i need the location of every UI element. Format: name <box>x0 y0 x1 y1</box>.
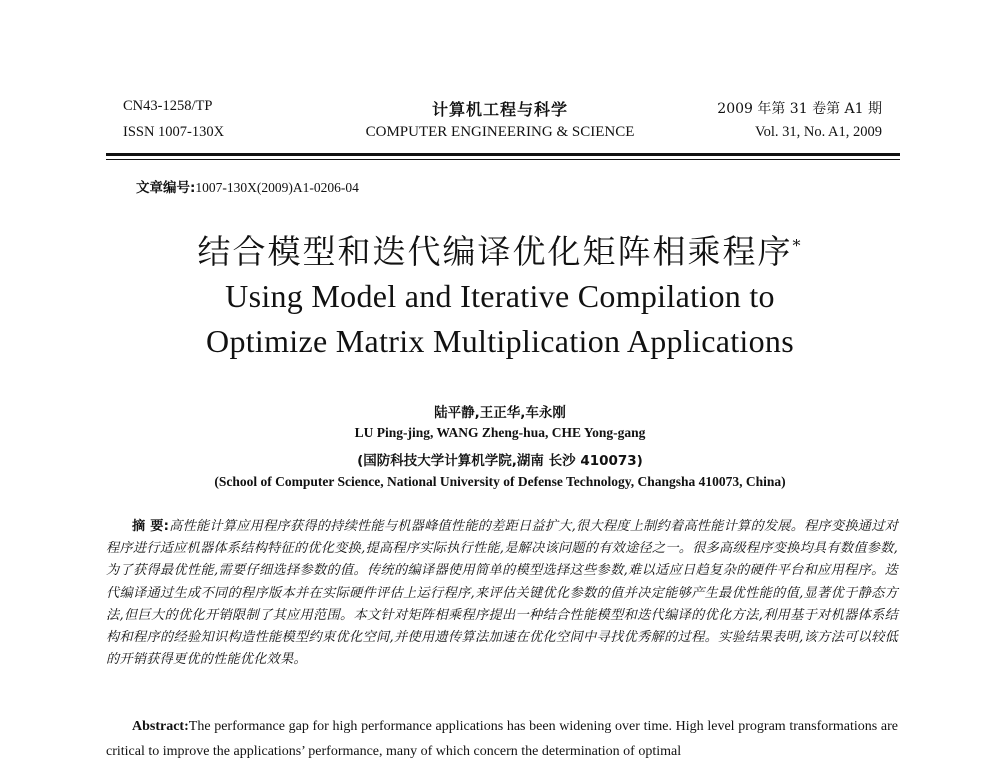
article-number <box>136 176 359 196</box>
title-footnote-mark: * <box>792 236 803 255</box>
issue-cn: 2009 年第 31 卷第 A1 期 <box>717 101 882 117</box>
title-en-line1: Using Model and Iterative Compilation to <box>225 278 775 314</box>
issue-en: Vol. 31, No. A1, 2009 <box>754 124 882 140</box>
abstract-cn-text: 高性能计算应用程序获得的持续性能与机器峰值性能的差距日益扩大,很大程度上制约着高性能计算的发展。程序变换通过对程序进行适应机器体系结构特征的优化变换,提高程序实际执行性能,是解决该问题的有效途径之一。很多高级程序变换均具有数值参数,为了获得最优性能,需要仔细选择参数的值。传统的编译器使用简单的模型选择这些参数,难以适应日趋复杂的硬件平台和应用程序。迭代编译通过生成不同的程序版本并在实际硬件评估上运行程序,来评估关键优化参数的值并决定能够产生最优性能的值,显著优于静态方法,但巨大的优化开销限制了其应用范围。本文针对矩阵相乘程序提出一种结合性能模型和迭代编译的优化方法,利用基于对机器体系结构和程序的经验知识构造性能模型约束优化空间,并使用遗传算法加速在优化空间中寻找优秀解的过程。实验结果表明,该方法可以较低的开销获得更优的性能优化效果。 <box>106 519 898 668</box>
issn: ISSN 1007-130X <box>123 124 225 140</box>
title-en-line2: Optimize Matrix Multiplication Applications <box>206 323 794 359</box>
article-number-value: 1007-130X(2009)A1-0206-04 <box>195 180 359 195</box>
abstract-cn <box>106 516 898 671</box>
authors-en: LU Ping-jing, WANG Zheng-hua, CHE Yong-gang <box>354 425 646 440</box>
title-cn-text: 结合模型和迭代编译优化矩阵相乘程序 <box>197 232 793 271</box>
title-cn <box>0 226 1000 273</box>
affiliation-en: (School of Computer Science, National University of Defense Technology, Changsha 410073, China) <box>214 474 786 489</box>
abstract-en-label: Abstract: <box>132 719 189 734</box>
authors-cn: 陆平静,王正华,车永刚 <box>434 405 566 421</box>
abstract-en <box>106 714 898 764</box>
header-rule-thick <box>106 153 900 156</box>
affiliation-cn: (国防科技大学计算机学院,湖南 长沙 410073) <box>357 453 643 469</box>
article-number-label: 文章编号: <box>136 180 196 196</box>
journal-name-cn: 计算机工程与科学 <box>431 100 568 119</box>
abstract-cn-label: 摘 要: <box>132 519 170 534</box>
cn-number: CN43-1258/TP <box>123 98 213 114</box>
abstract-en-text: The performance gap for high performance applications has been widening over time. High level program transformations are critical to improve the applications’ performance, many of which concern the determination of optimal <box>106 719 898 759</box>
header-rule-thin <box>106 159 900 160</box>
journal-name-en: COMPUTER ENGINEERING & SCIENCE <box>365 124 635 140</box>
